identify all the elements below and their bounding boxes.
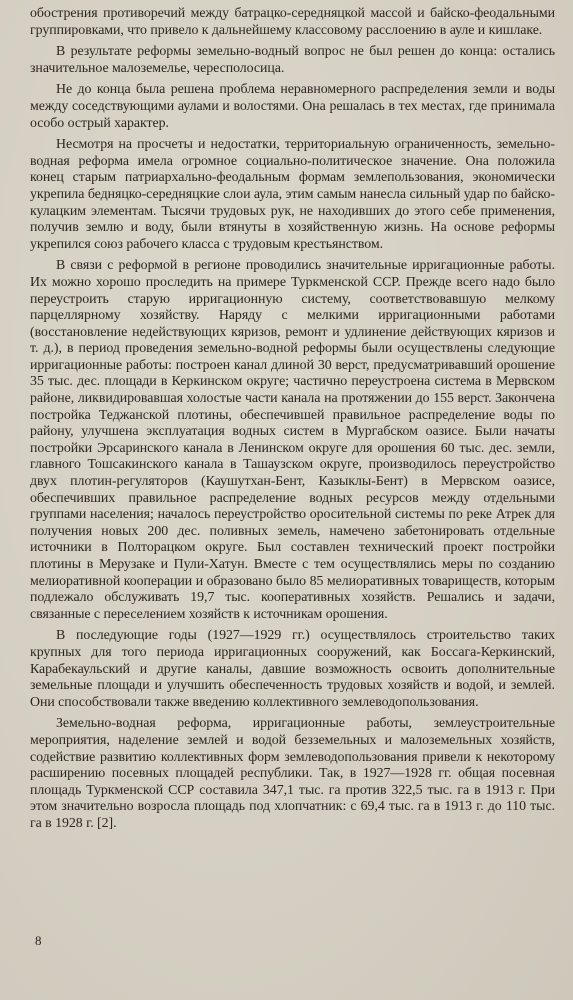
paragraph-4: Несмотря на просчеты и недостатки, территориальную ограниченность, земельно-водная реформа имела огромное социально-политическое значение. Она положила конец старым патриархально-феодальным формам землепользования, экономически укрепила бедняцко-середняцкие слои аула, этим самым нанесла сильный удар по байско-кулацким элементам. Тысячи трудовых рук, не находивших до этого себе применения, получив землю и воду, были втянуты в хозяйственную жизнь. На основе реформы укрепился союз рабочего класса с трудовым крестьянством. <box>30 137 555 252</box>
paragraph-3: Не до конца была решена проблема неравномерного распределения земли и воды между соседствующими аулами и волостями. Она решалась в тех местах, где принимала особо острый характер. <box>30 82 555 131</box>
text-block <box>30 6 555 833</box>
paragraph-7: Земельно-водная реформа, ирригационные работы, землеустроительные мероприятия, наделение землей и водой безземельных и малоземельных хозяйств, содействие развитию коллективных форм землеводопользования привели к некоторому расширению посевных площадей республики. Так, в 1927—1928 гг. общая посевная площадь Туркменской ССР составила 347,1 тыс. га против 322,5 тыс. га в 1913 г. При этом значительно возросла площадь под хлопчатник: с 69,4 тыс. га в 1913 г. до 110 тыс. га в 1928 г. [2]. <box>30 716 555 831</box>
paragraph-1: обострения противоречий между батрацко-середняцкой массой и байско-феодальными группировками, что привело к дальнейшему классовому расслоению в ауле и кишлаке. <box>30 6 555 38</box>
paragraph-5: В связи с реформой в регионе проводились значительные ирригационные работы. Их можно хорошо проследить на примере Туркменской ССР. Прежде всего надо было переустроить старую ирригационную систему, соответствовавшую мелкому парцеллярному хозяйству. Наряду с мелкими ирригационными работами (восстановление недействующих кяризов, ремонт и удлинение действующих кяризов и т. д.), в период проведения земельно-водной реформы были осуществлены следующие ирригационные работы: построен канал длиной 30 верст, предусматривавший орошение 35 тыс. дес. площади в Керкинском округе; частично переустроена система в Мервском районе, ликвидировавшая холостые части канала на протяжении до 155 верст. Закончена постройка Теджанской плотины, обеспечившей правильное распределение воды по району, улучшена эксплуатация водных систем в Мургабском оазисе. Были начаты постройки Эрсаринского канала в Ленинском округе для орошения 60 тыс. дес. земли, главного Тошсакинского канала в Ташаузском округе, производилось переустройство двух плотин-регуляторов (Каушутхан-Бент, Казыклы-Бент) в Мервском оазисе, обеспечивших правильное распределение водных ресурсов между отдельными группами населения; началось переустройство оросительной системы по реке Атрек для получения новых 200 дес. поливных земель, намечено забетонировать отдельные источники в Полторацком округе. Был составлен технический проект постройки плотины в Мерузаке и Пули-Хатун. Вместе с тем осуществлялись меры по созданию мелиоративной кооперации и образовано было 85 мелиоративных товариществ, которым подлежало обслуживать 19,7 тыс. кооперативных хозяйств. Решались и задачи, связанные с переселением хозяйств к источникам орошения. <box>30 258 555 622</box>
page-number: 8 <box>35 933 42 948</box>
page-body <box>30 6 555 838</box>
paragraph-2: В результате реформы земельно-водный вопрос не был решен до конца: остались значительное малоземелье, чересполосица. <box>30 44 555 76</box>
paragraph-6: В последующие годы (1927—1929 гг.) осуществлялось строительство таких крупных для того периода ирригационных сооружений, как Боссага-Керкинский, Карабекаульский и другие каналы, давшие возможность освоить дополнительные земельные площади и улучшить обеспеченность трудовых хозяйств и водой, и землей. Они способствовали также введению коллективного землеводопользования. <box>30 628 555 710</box>
